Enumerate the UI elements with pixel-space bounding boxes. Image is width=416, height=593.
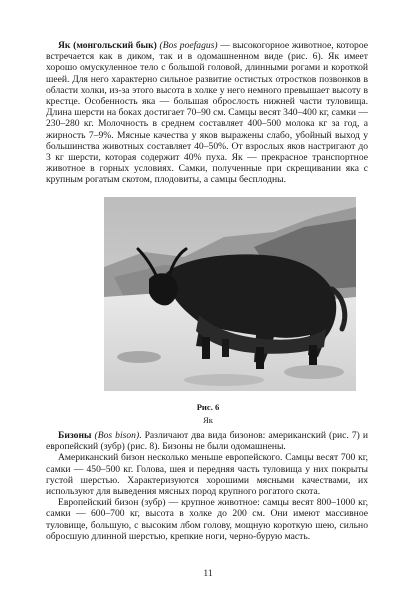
- bison-term: Бизоны: [58, 430, 92, 441]
- yak-paragraph: [46, 40, 368, 186]
- yak-description: — высокогорное животное, которое встречается как в диком, так и в одомашненном виде (рис. 6). Як имеет хорошо омускуленное тело с большой головой, длинными рогами и короткой шеей. Для него характерно сильное развитие остистых отростков позвонков в области холки, из-за этого высота в холке у него немного превышает высоту в крестце. Особенность яка — большая оброслость нижней части туловища. Длина шерсти на боках достигает 70–90 см. Самцы весят 340–400 кг, самки — 230–280 кг. Молочность в среднем составляет 400–500 молока кг за год, а жирность 7–9%. Мясные качества у яков выражены слабо, убойный выход у большинства животных составляет 40–50%. От взрослых яков настригают до 3 кг шерсти, которая содержит 40% пуха. Як — прекрасное транспортное животное в горных условиях. Самки, полученные при скрещивании яка с крупным рогатым скотом, плодовиты, а самцы бесплодны.: [46, 40, 369, 186]
- figure-caption: Як: [203, 415, 213, 425]
- bison-paragraph: [46, 430, 368, 452]
- yak-term: Як (монгольский бык): [58, 40, 157, 51]
- bison-text-block: [46, 430, 368, 542]
- european-bison-paragraph: Европейский бизон (зубр) — крупное животное: самцы весят 800–1000 кг, самки — 600–700 кг, высота в холке до 200 см. Они имеют массивное туловище, большую, с высоким лбом голову, мощную короткую шею, сильно обросшую длинной шерстью, крепкие ноги, черно-бурую масть.: [46, 497, 368, 542]
- american-bison-paragraph: Американский бизон несколько меньше европейского. Самцы весят 700 кг, самки — 450–500 кг. Голова, шея и передняя часть туловища у них покрыты густой шерстью. Характеризуются хорошими мясными качествами, их используют для выведения мясных пород крупного рогатого скота.: [46, 452, 368, 498]
- yak-text-block: [46, 40, 368, 186]
- bison-latin-name: (Bos bison): [94, 430, 140, 441]
- figure-number: Рис. 6: [196, 402, 220, 412]
- yak-photo-image: [104, 197, 356, 391]
- bison-description: . Различают два вида бизонов: американский (рис. 7) и европейский (зубр) (рис. 8). Бизоны не были одомашнены.: [46, 430, 369, 453]
- yak-photo: [104, 197, 356, 391]
- page-number: 11: [203, 568, 213, 579]
- yak-latin-name: (Bos poefagus): [159, 40, 218, 51]
